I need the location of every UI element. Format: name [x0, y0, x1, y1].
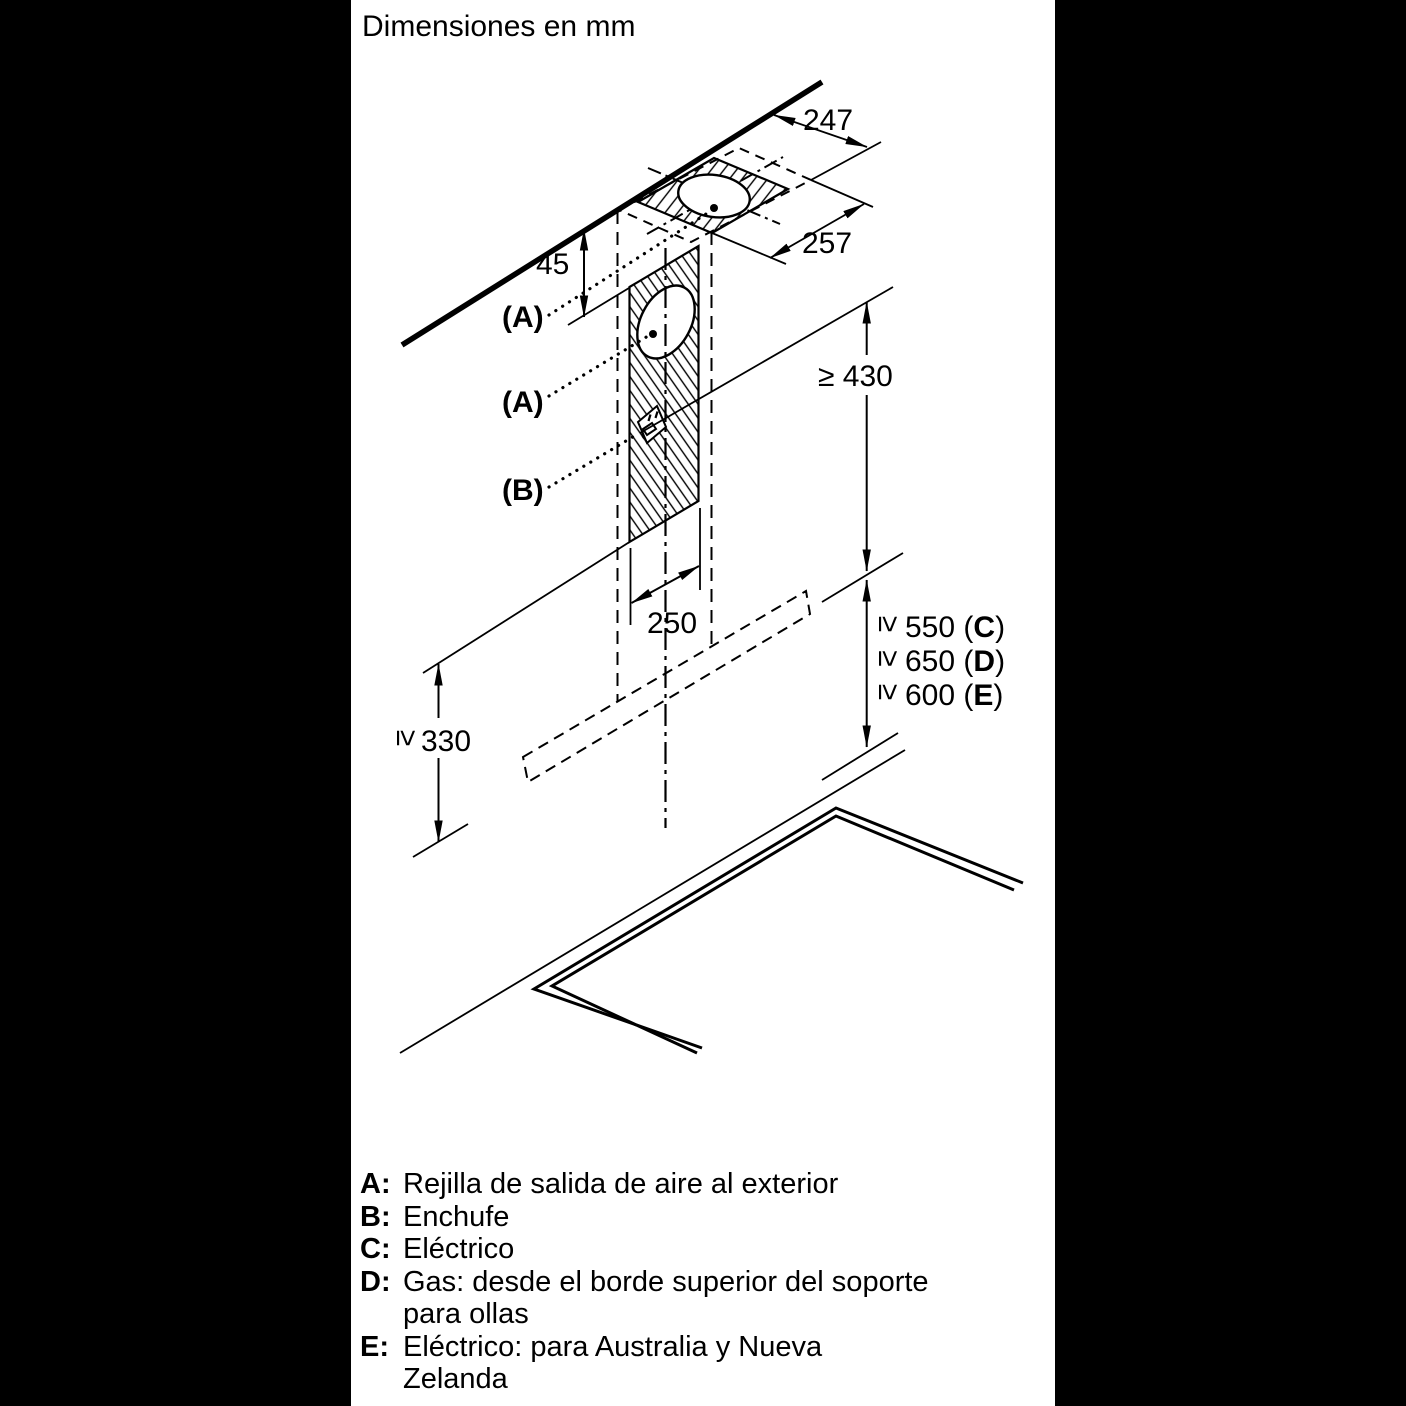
clearance-labels	[872, 611, 1005, 712]
geq-rotated-650: ≥	[872, 650, 905, 667]
clearance-row-c: 550 (C)	[905, 611, 1006, 644]
legend-letter-e: E:	[360, 1331, 389, 1363]
geq-rotated-330: ≥	[390, 729, 423, 747]
legend-letter-d: D:	[360, 1266, 391, 1298]
geq-rotated-600: ≥	[872, 683, 905, 701]
dim-label-330: 330	[421, 725, 472, 758]
wall-outlet-dot	[649, 330, 657, 338]
clearance-row-d: 650 (D)	[905, 645, 1006, 678]
callout-a1: (A)	[502, 301, 544, 334]
page-title: Dimensiones en mm	[362, 10, 636, 43]
callout-b: (B)	[502, 474, 544, 507]
legend-letter-b: B:	[360, 1201, 391, 1233]
ceiling-outlet-dot	[710, 204, 718, 212]
legend-text-a: Rejilla de salida de aire al exterior	[403, 1168, 839, 1200]
dim-label-45: 45	[536, 248, 570, 281]
legend-text-c: Eléctrico	[403, 1233, 515, 1265]
dim-label-250: 250	[647, 607, 698, 640]
legend-letter-c: C:	[360, 1233, 391, 1265]
legend-text-d2: para ollas	[403, 1298, 529, 1330]
dim-label-430: ≥ 430	[818, 360, 893, 393]
callout-a2: (A)	[502, 386, 544, 419]
right-matte-bar	[1055, 0, 1406, 1406]
legend-letter-a: A:	[360, 1168, 391, 1200]
legend-text-e2: Zelanda	[403, 1363, 508, 1395]
dim-label-257: 257	[802, 227, 853, 260]
left-matte-bar	[0, 0, 351, 1406]
legend-text-b: Enchufe	[403, 1201, 510, 1233]
legend-text-e: Eléctrico: para Australia y Nueva	[403, 1331, 823, 1363]
geq-rotated-550: ≥	[872, 615, 905, 633]
clearance-row-e: 600 (E)	[905, 679, 1004, 712]
legend-text-d: Gas: desde el borde superior del soporte	[403, 1266, 929, 1298]
dim-label-247: 247	[803, 104, 854, 137]
